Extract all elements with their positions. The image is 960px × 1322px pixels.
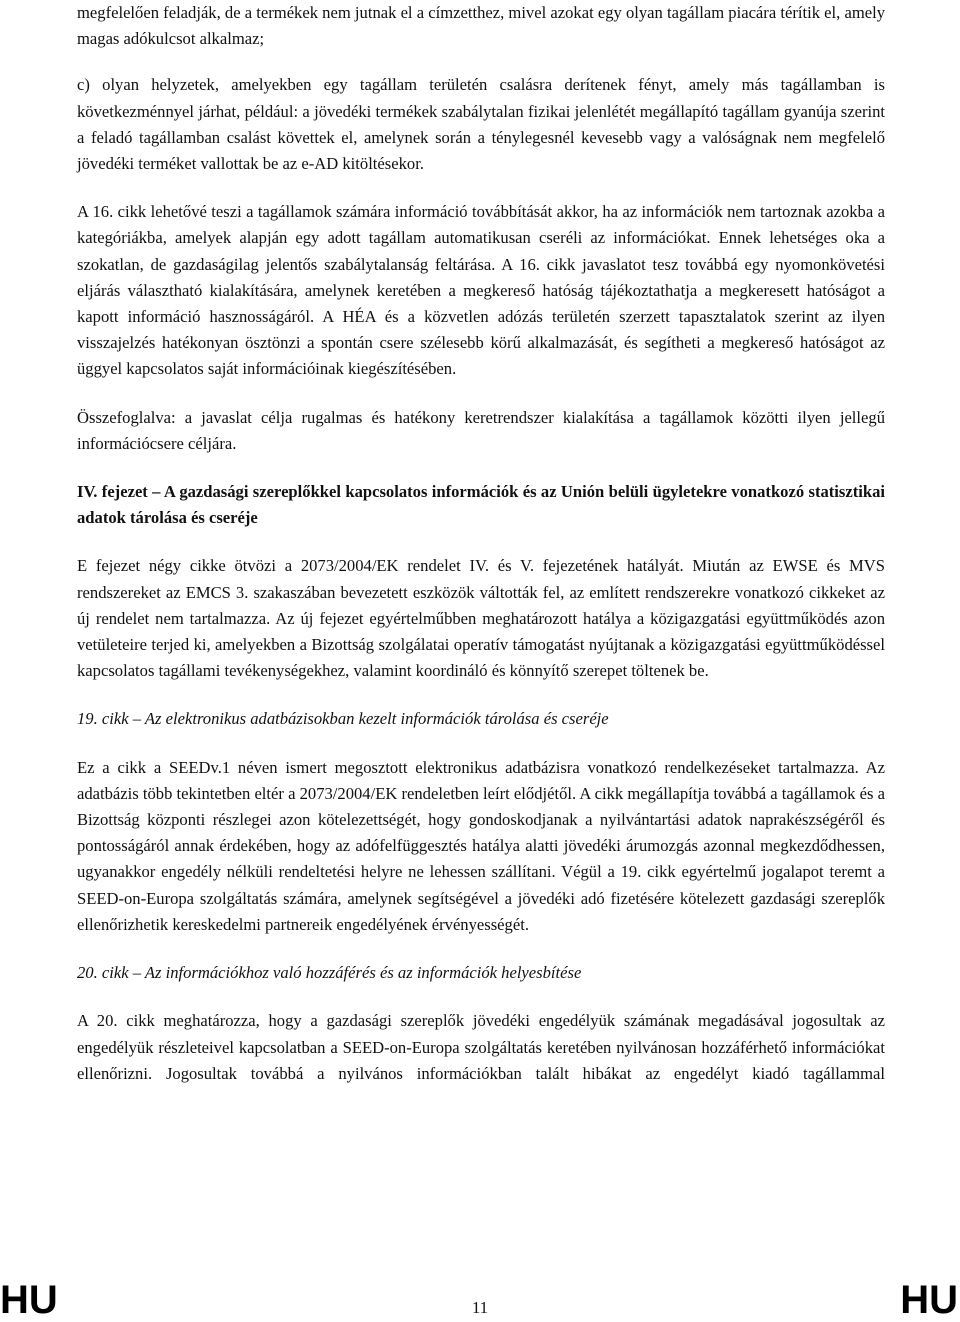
paragraph-item-c: c) olyan helyzetek, amelyekben egy tagállam területén csalásra derítenek fényt, amely más tagállamban is következménnyel járhat, például: a jövedéki termékek szabálytalan fizikai jelenlétét megállapító tagállam gyanúja szerint a feladó tagállamban csalást követtek el, amelynek során a ténylegesnél kevesebb vagy a valóságnak nem megfelelő jövedéki terméket vallottak be az e-AD kitöltésekor. <box>77 75 885 174</box>
footer-language-right: HU <box>900 1278 958 1322</box>
footer-language-left: HU <box>0 1278 58 1322</box>
article-19-title: 19. cikk – Az elektronikus adatbázisokban kezelt információk tárolása és cseréje <box>77 709 609 729</box>
paragraph-article-16: A 16. cikk lehetővé teszi a tagállamok számára információ továbbítását akkor, ha az információk nem tartoznak azokba a kategóriákba, amelyek alapján egy adott tagállam automatikusan cseréli az információkat. Ennek lehetséges oka a szokatlan, de gazdaságilag jelentős szabálytalanság feltárása. A 16. cikk javaslatot tesz továbbá egy nyomonkövetési eljárás választható kialakítására, amelynek keretében a megkereső hatóság tájékoztathatja a megkeresett hatóságot a kapott információ hasznosságáról. A HÉA és a közvetlen adózás területén szerzett tapasztalatok szerint az ilyen visszajelzés hatékonyan ösztönzi a spontán csere szélesebb körű alkalmazását, és segítheti a megkereső hatóságot az üggyel kapcsolatos saját információinak kiegészítésében. <box>77 202 885 379</box>
paragraph-chapter-intro: E fejezet négy cikke ötvözi a 2073/2004/EK rendelet IV. és V. fejezetének hatályát. Miután az EWSE és MVS rendszereket az EMCS 3. szakaszában bevezetett eszközök váltották fel, az említett rendszerekre vonatkozó cikkeket az új rendelet nem tartalmazza. Az új fejezet egyértelműbben meghatározott hatálya a közigazgatási együttműködés azon vetületeire terjed ki, amelyekben a Bizottság szolgálatai operatív támogatást nyújtanak a közigazgatási együttműködéssel kapcsolatos tagállami tevékenységekhez, valamint koordináló és könnyítő szerepet töltenek be. <box>77 556 885 681</box>
document-page <box>77 0 885 1087</box>
article-20-title: 20. cikk – Az információkhoz való hozzáférés és az információk helyesbítése <box>77 963 582 983</box>
chapter-heading: IV. fejezet – A gazdasági szereplőkkel kapcsolatos információk és az Unión belüli ügyletekre vonatkozó statisztikai adatok tárolása és cseréje <box>77 482 885 528</box>
paragraph-article-20: A 20. cikk meghatározza, hogy a gazdasági szereplők jövedéki engedélyük számának megadásával jogosultak az engedélyük részleteivel kapcsolatban a SEED-on-Europa szolgáltatás keretében nyilvánosan hozzáférhető információkat ellenőrizni. Jogosultak továbbá a nyilvános információkban talált hibákat az engedélyt kiadó tagállammal <box>77 1011 885 1083</box>
paragraph-continuation: megfelelően feladják, de a termékek nem jutnak el a címzetthez, mivel azokat egy olyan tagállam piacára térítik el, amely magas adókulcsot alkalmaz; <box>77 3 885 49</box>
paragraph-summary: Összefoglalva: a javaslat célja rugalmas és hatékony keretrendszer kialakítása a tagállamok közötti ilyen jellegű információcsere céljára. <box>77 407 885 453</box>
paragraph-article-19: Ez a cikk a SEEDv.1 néven ismert megosztott elektronikus adatbázisra vonatkozó rendelkezéseket tartalmazza. Az adatbázis több tekintetben eltér a 2073/2004/EK rendeletben leírt elődjétől. A cikk megállapítja továbbá a tagállamok és a Bizottság központi részlegei azon kötelezettségét, hogy gondoskodjanak a nyilvántartási adatok naprakészségéről és pontosságáról annak érdekében, hogy az adófelfüggesztés hatálya alatti jövedéki árumozgás azonnal megkezdődhessen, ugyanakkor engedély nélküli rendeltetési helyre ne lehessen szállítani. Végül a 19. cikk egyértelmű jogalapot teremt a SEED-on-Europa szolgáltatás számára, amelynek segítségével a jövedéki adó fizetésére kötelezett gazdasági szereplők ellenőrizhetik kereskedelmi partnereik engedélyének érvényességét. <box>77 757 885 934</box>
page-number: 11 <box>471 1298 489 1317</box>
